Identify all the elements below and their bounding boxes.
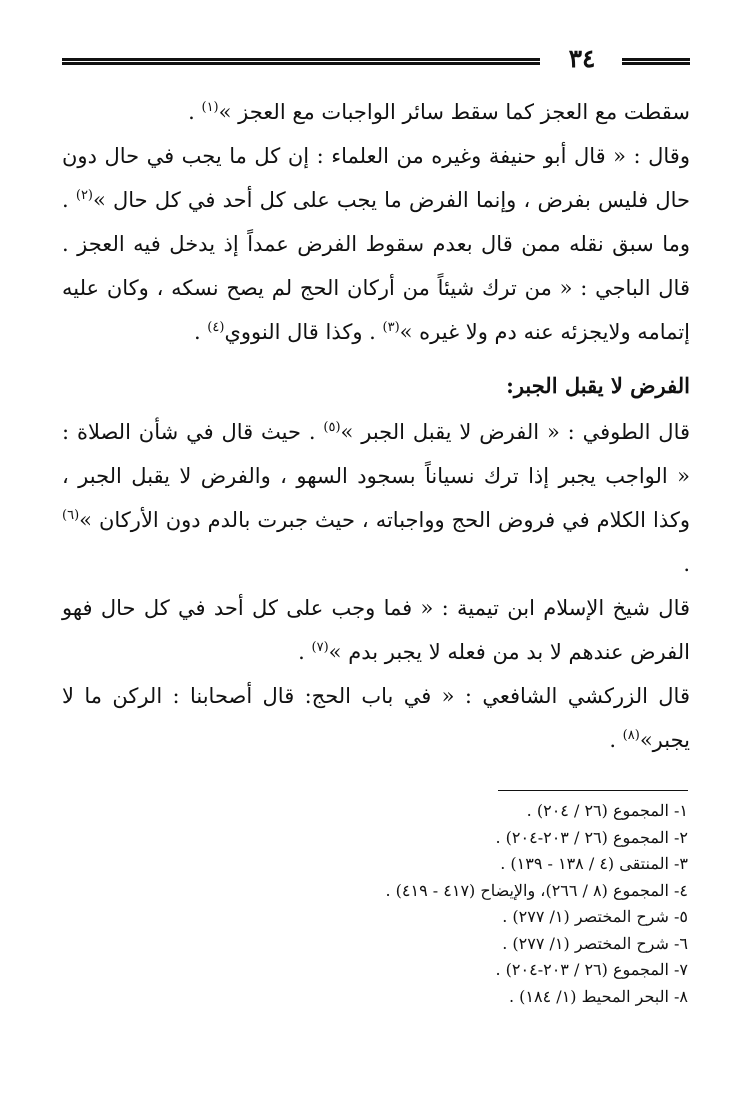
paragraph-text: . حيث قال في شأن الصلاة : « الواجب يجبر إذا ترك نسياناً بسجود السهو ، والفرض لا يقبل الجبر ، وكذا الكلام في فروض الحج وواجباته ، حيث جبرت بالدم دون الأركان »	[62, 420, 690, 532]
paragraph-text: وقال : « قال أبو حنيفة وغيره من العلماء : إن كل ما يجب في حال دون حال فليس بفرض ، وإنما الفرض ما يجب على كل أحد في كل حال »	[62, 144, 690, 212]
header-rule-left	[62, 58, 540, 61]
footnote-ref: (٨)	[622, 728, 640, 743]
footnote-divider	[498, 790, 688, 791]
footnote-item: ١- المجموع (٢٦ / ٢٠٤) .	[526, 801, 688, 820]
footnote-item: ٧- المجموع (٢٦ / ٢٠٣-٢٠٤) .	[495, 960, 688, 979]
paragraph	[62, 674, 690, 762]
paragraph-text: قال الطوفي : « الفرض لا يقبل الجبر »	[340, 420, 691, 444]
footnote-ref: (٤)	[207, 320, 225, 335]
page-header	[62, 44, 690, 74]
paragraph-text: قال شيخ الإسلام ابن تيمية : « فما وجب على كل أحد في كل حال فهو الفرض عندهم لا بد من فعله لا يجبر بدم »	[62, 596, 690, 664]
paragraph	[62, 90, 690, 134]
footnote-ref: (١)	[201, 100, 219, 115]
footnote-ref: (٥)	[323, 420, 341, 435]
footnote-item: ٥- شرح المختصر (١/ ٢٧٧) .	[502, 907, 688, 926]
footnote-ref: (٦)	[62, 508, 80, 523]
paragraph-text: قال الزركشي الشافعي : « في باب الحج: قال أصحابنا : الركن ما لا يجبر»	[62, 684, 690, 752]
paragraph-text: .	[609, 728, 623, 752]
footnote-item: ٤- المجموع (٨ / ٢٦٦)، والإيضاح (٤١٧ - ٤١٩) .	[385, 880, 688, 900]
paragraph	[62, 586, 690, 674]
paragraph	[62, 134, 690, 354]
main-text	[62, 90, 690, 762]
footnote-item: ٣- المنتقى (٤ / ١٣٨ - ١٣٩) .	[500, 854, 688, 873]
paragraph-text: .	[188, 100, 202, 124]
footnote-ref: (٧)	[311, 640, 329, 655]
footnote-ref: (٣)	[382, 320, 400, 335]
header-rule-right	[622, 58, 690, 61]
section-heading: الفرض لا يقبل الجبر:	[506, 373, 690, 398]
footnotes	[60, 798, 688, 1010]
paragraph-text: سقطت مع العجز كما سقط سائر الواجبات مع العجز »	[218, 100, 690, 124]
paragraph-text: . وما سبق نقله ممن قال بعدم سقوط الفرض عمداً إذ يدخل فيه العجز . قال الباجي : « من ترك شيئاً من أركان الحج لم يصح نسكه ، وكان عليه إتمامه ولايجزئه عنه دم ولا غيره »	[62, 188, 690, 344]
paragraph	[62, 410, 690, 586]
footnote-item: ٨- البحر المحيط (١/ ١٨٤) .	[509, 986, 688, 1006]
footnote-item: ٢- المجموع (٢٦ / ٢٠٣-٢٠٤) .	[495, 827, 688, 847]
paragraph-text: .	[683, 552, 690, 576]
footnote-item: ٦- شرح المختصر (١/ ٢٧٧) .	[502, 933, 688, 953]
paragraph-text: .	[298, 640, 312, 664]
paragraph-text: .	[193, 320, 208, 344]
paragraph-text: . وكذا قال النووي	[224, 320, 383, 344]
page-number: ٣٤	[568, 44, 596, 73]
footnote-ref: (٢)	[75, 188, 93, 203]
